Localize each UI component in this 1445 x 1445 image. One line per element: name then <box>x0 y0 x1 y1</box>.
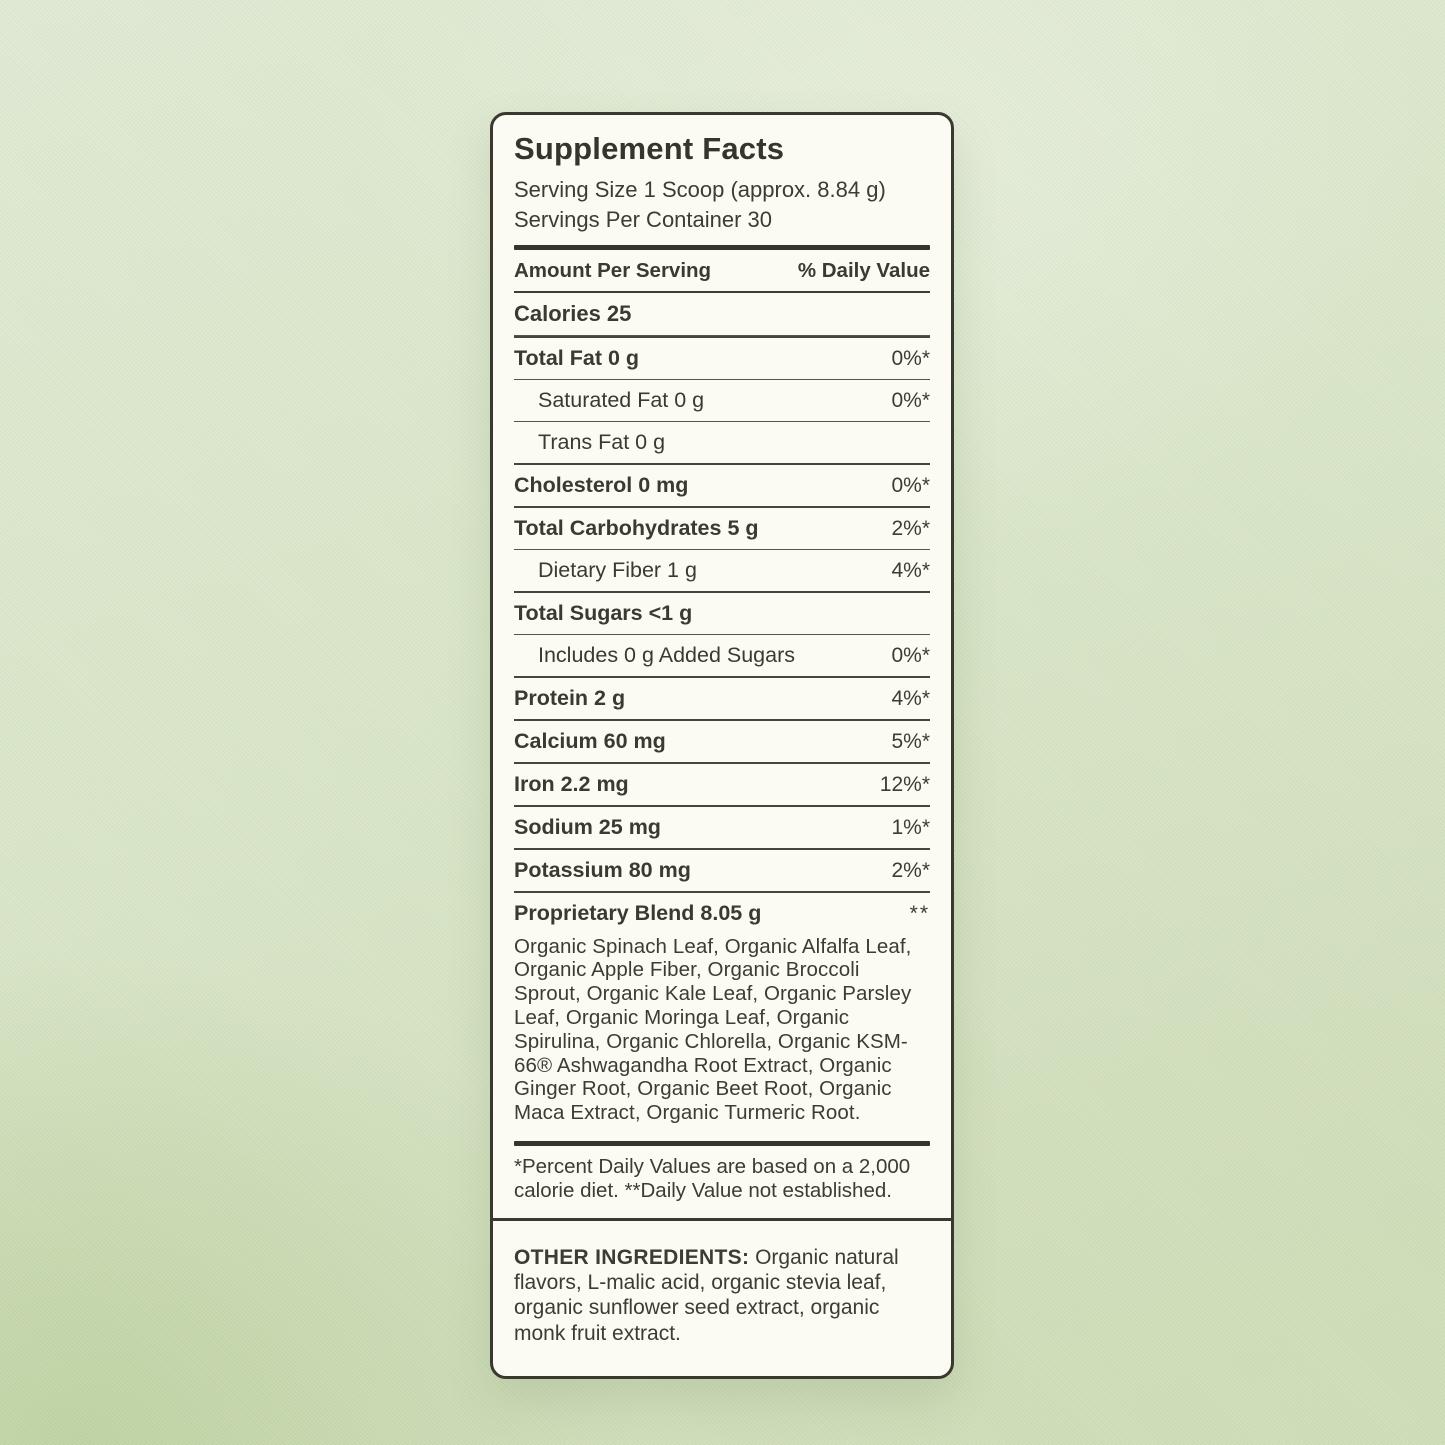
supplement-facts-label <box>490 112 954 1379</box>
serving-size-text: Serving Size 1 Scoop (approx. 8.84 g) <box>514 177 886 202</box>
calories-row: Calories 25 <box>514 293 930 336</box>
nutrient-row-total-carbohydrates <box>514 506 930 549</box>
facts-panel <box>493 115 951 1218</box>
nutrient-label: Total Fat 0 g <box>514 345 640 370</box>
other-ingredients-list: Organic natural flavors, L-malic acid, organic stevia leaf, organic sunflower seed extract, organic monk fruit extract. <box>514 1246 899 1345</box>
proprietary-blend-label: Proprietary Blend 8.05 g <box>514 900 762 925</box>
nutrient-label: Protein 2 g <box>514 685 626 710</box>
other-ingredients-text <box>514 1245 930 1346</box>
nutrient-row-potassium <box>514 848 930 891</box>
daily-value: 0%* <box>891 346 930 370</box>
nutrient-row-calcium <box>514 719 930 762</box>
nutrient-row-added-sugars <box>514 634 930 676</box>
nutrient-label: Total Sugars <1 g <box>514 600 693 625</box>
nutrient-label: Sodium 25 mg <box>514 814 661 839</box>
daily-value: 4%* <box>891 558 930 582</box>
daily-value: 4%* <box>891 686 930 710</box>
nutrient-label: Cholesterol 0 mg <box>514 472 689 497</box>
nutrient-row-iron <box>514 762 930 805</box>
nutrient-row-dietary-fiber <box>514 549 930 591</box>
daily-value: 0%* <box>891 388 930 412</box>
daily-value: 2%* <box>891 858 930 882</box>
proprietary-blend-asterisks: ** <box>909 901 930 925</box>
daily-value: 12%* <box>879 772 930 796</box>
nutrient-label: Total Carbohydrates 5 g <box>514 515 759 540</box>
nutrient-label: Iron 2.2 mg <box>514 771 629 796</box>
daily-value: 2%* <box>891 516 930 540</box>
servings-per-container-text: Servings Per Container 30 <box>514 207 773 233</box>
nutrient-label: Trans Fat 0 g <box>538 429 666 454</box>
nutrient-row-saturated-fat <box>514 379 930 421</box>
other-ingredients-heading: OTHER INGREDIENTS: <box>514 1246 750 1270</box>
daily-value: 0%* <box>891 643 930 667</box>
nutrient-row-trans-fat <box>514 421 930 463</box>
nutrient-row-total-sugars <box>514 591 930 634</box>
nutrient-label: Calcium 60 mg <box>514 728 666 753</box>
amount-per-serving-header: Amount Per Serving <box>514 258 712 282</box>
nutrient-label: Saturated Fat 0 g <box>538 387 705 412</box>
nutrient-label: Potassium 80 mg <box>514 857 691 882</box>
nutrient-label: Includes 0 g Added Sugars <box>538 642 795 667</box>
nutrient-label: Dietary Fiber 1 g <box>538 557 697 582</box>
other-ingredients-panel <box>493 1221 951 1376</box>
nutrient-row-protein <box>514 676 930 719</box>
daily-value-header: % Daily Value <box>797 258 930 282</box>
column-header-row <box>514 250 930 293</box>
daily-value: 0%* <box>891 473 930 497</box>
label-title: Supplement Facts <box>514 131 785 166</box>
daily-value: 1%* <box>891 815 930 839</box>
nutrient-row-cholesterol <box>514 463 930 506</box>
nutrient-row-total-fat <box>514 336 930 379</box>
proprietary-blend-ingredients: Organic Spinach Leaf, Organic Alfalfa Leaf, Organic Apple Fiber, Organic Broccoli Sprout, Organic Kale Leaf, Organic Parsley Leaf, Organic Moringa Leaf, Organic Spirulina, Organic Chlorella, Organic KSM-66® Ashwagandha Root Extract, Organic Ginger Root, Organic Beet Root, Organic Maca Extract, Organic Turmeric Root. <box>514 934 912 1125</box>
daily-value-footnote: *Percent Daily Values are based on a 2,000 calorie diet. **Daily Value not established. <box>514 1154 911 1203</box>
nutrient-row-sodium <box>514 805 930 848</box>
daily-value: 5%* <box>891 729 930 753</box>
proprietary-blend-row <box>514 891 930 934</box>
